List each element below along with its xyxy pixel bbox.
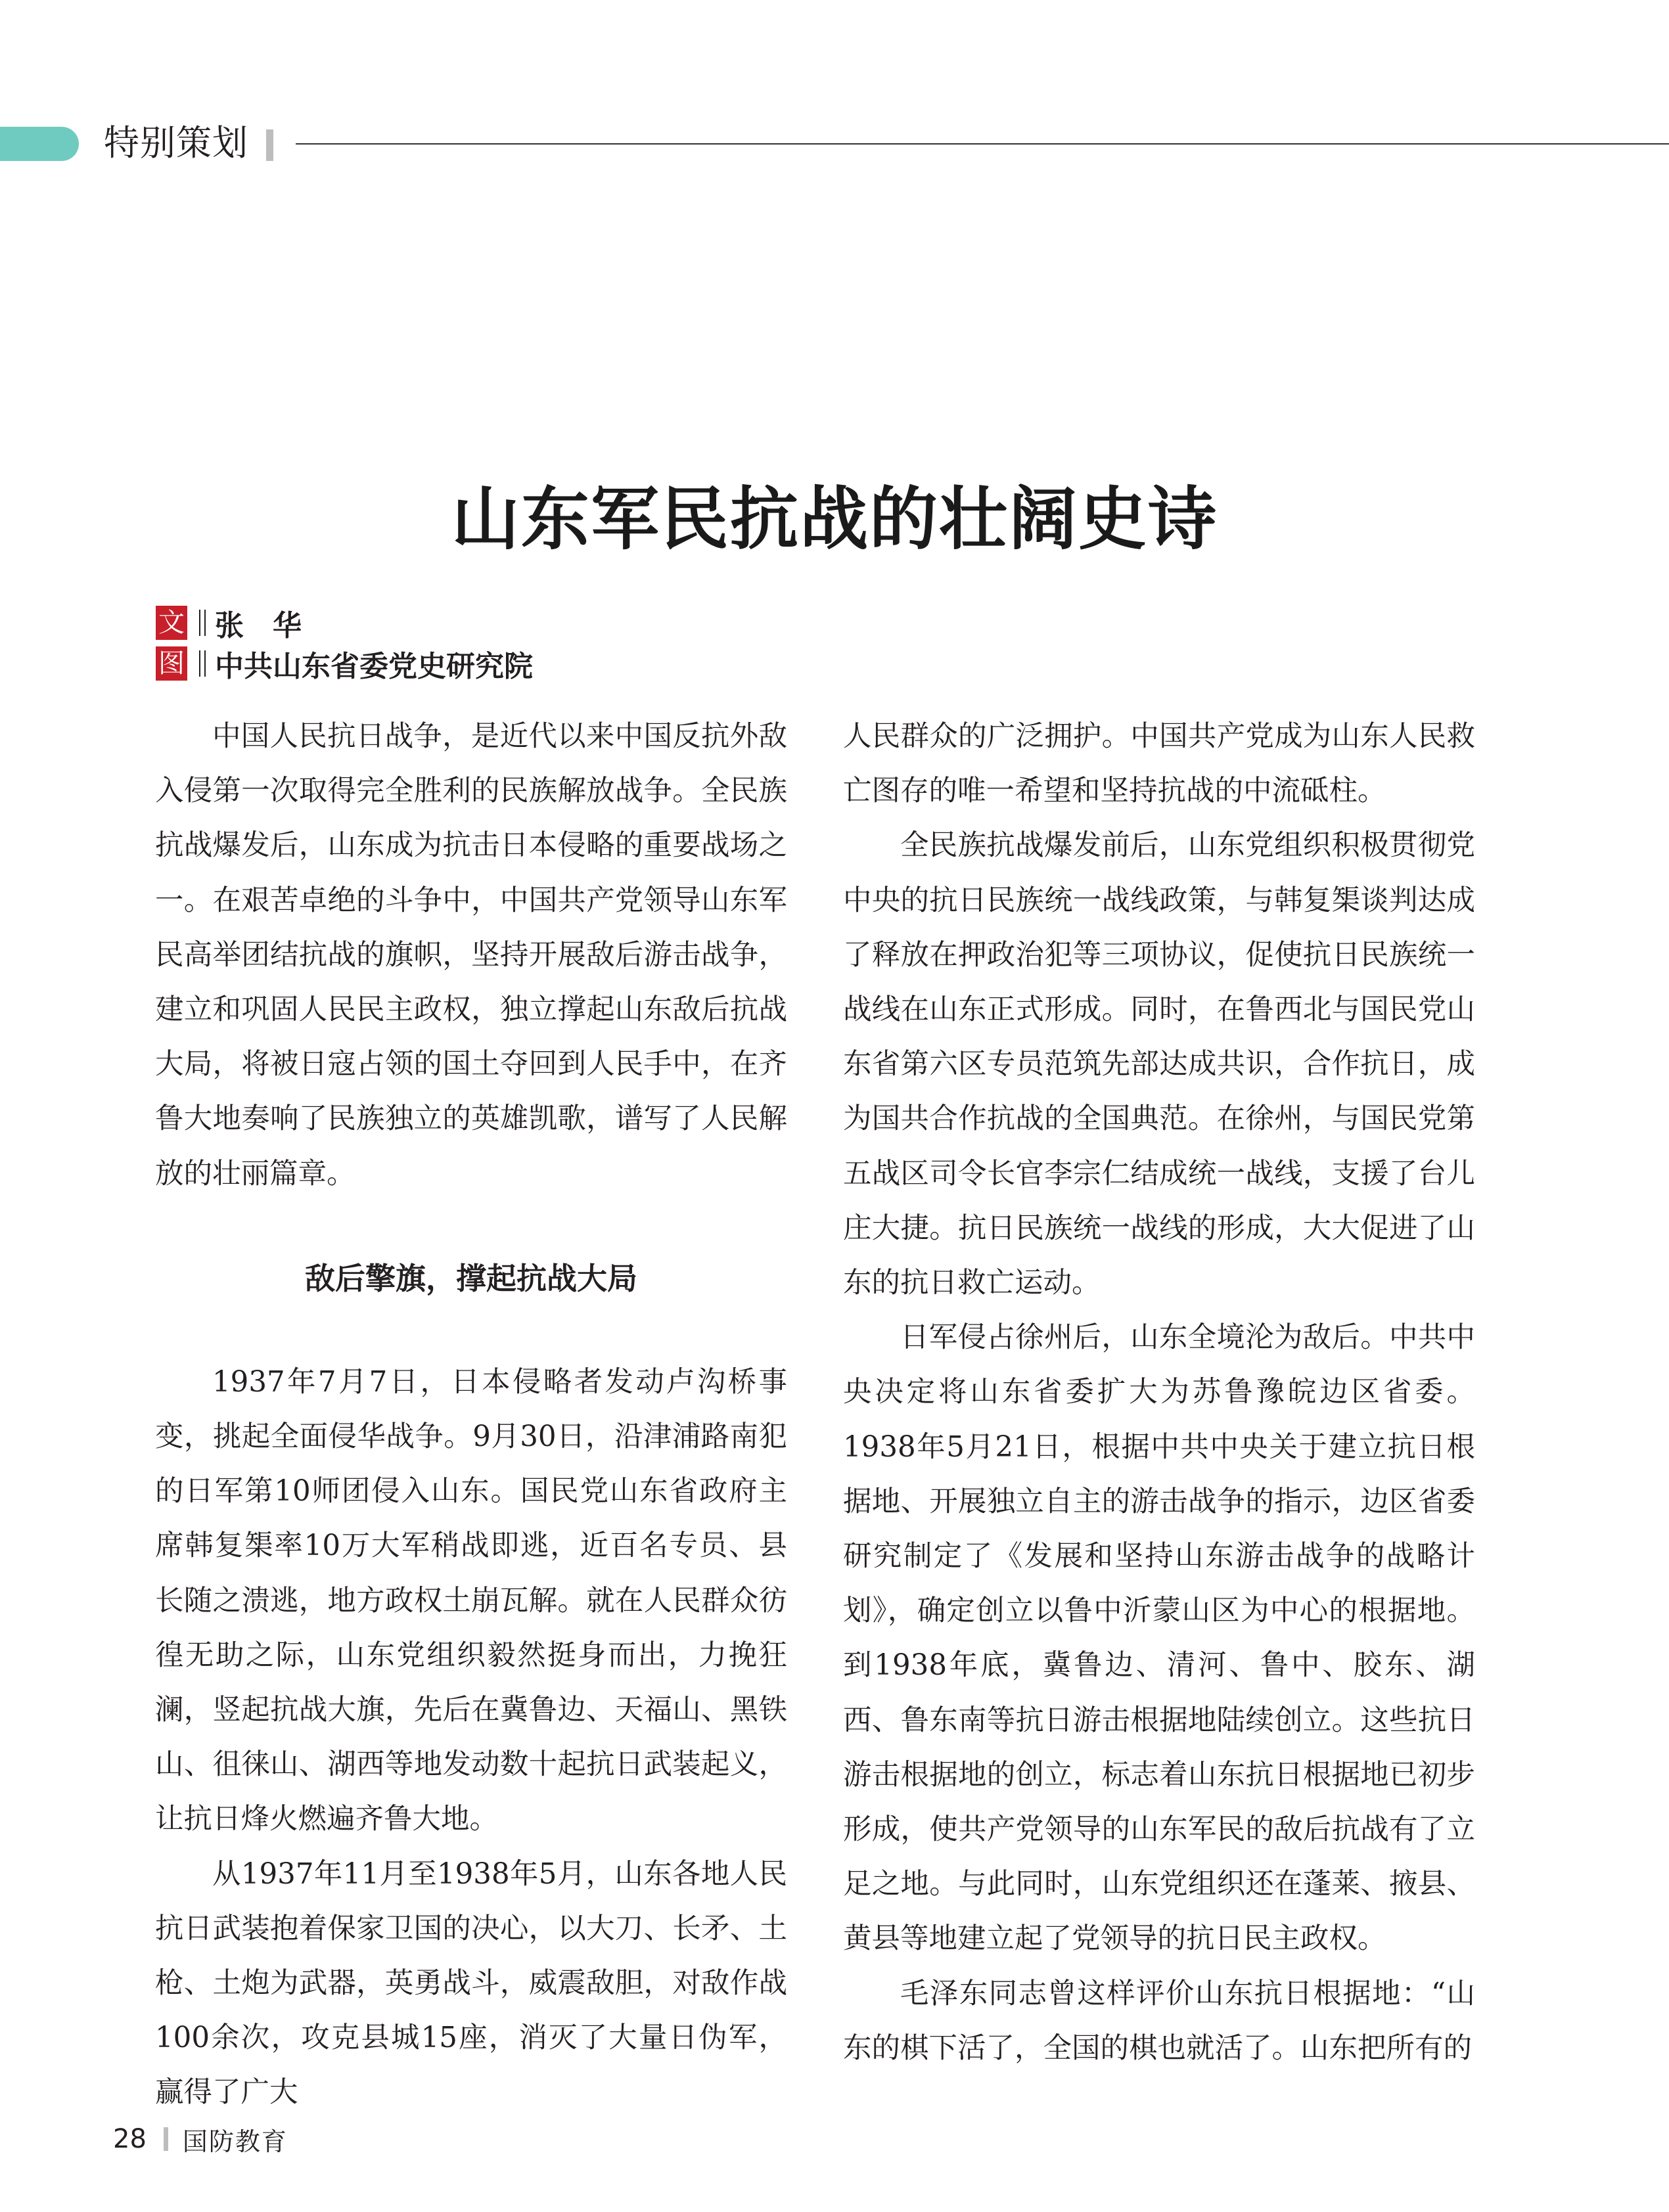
body-paragraph: 1937年7月7日，日本侵略者发动卢沟桥事变，挑起全面侵华战争。9月30日，沿津浦路南犯的日军第10师团侵入山东。国民党山东省政府主席韩复榘率10万大军稍战即逃，近百名专员、县长随之溃逃，地方政权土崩瓦解。就在人民群众彷徨无助之际，山东党组织毅然挺身而出，力挽狂澜，竖起抗战大旗，先后在冀鲁边、天福山、黑铁山、徂徕山、湖西等地发动数十起抗日武装起义，让抗日烽火燃遍齐鲁大地。 [155, 1365, 787, 1836]
image-tag-badge: 图 [156, 646, 187, 681]
left-column [155, 710, 787, 2121]
body-paragraph-continued: 人民群众的广泛拥护。中国共产党成为山东人民救亡图存的唯一希望和坚持抗战的中流砥柱。 [843, 720, 1475, 808]
byline-image-row [156, 646, 533, 681]
author-name: 张 华 [215, 609, 302, 643]
double-bar-divider [199, 650, 206, 677]
magazine-name: 国防教育 [182, 2127, 288, 2156]
article-title: 山东军民抗战的壮阔史诗 [451, 478, 1218, 559]
double-bar-divider [199, 610, 206, 636]
body-paragraph: 全民族抗战爆发前后，山东党组织积极贯彻党中央的抗日民族统一战线政策，与韩复榘谈判达成了释放在押政治犯等三项协议，促使抗日民族统一战线在山东正式形成。同时，在鲁西北与国民党山东省第六区专员范筑先部达成共识，合作抗日，成为国共合作抗战的全国典范。在徐州，与国民党第五战区司令长官李宗仁结成统一战线，支援了台儿庄大捷。抗日民族统一战线的形成，大大促进了山东的抗日救亡运动。 [843, 829, 1475, 1300]
body-paragraph: 日军侵占徐州后，山东全境沦为敌后。中共中央决定将山东省委扩大为苏鲁豫皖边区省委。1938年5月21日，根据中共中央关于建立抗日根据地、开展独立自主的游击战争的指示，边区省委研究制定了《发展和坚持山东游击战争的战略计划》，确定创立以鲁中沂蒙山区为中心的根据地。到1938年底，冀鲁边、清河、鲁中、胶东、湖西、鲁东南等抗日游击根据地陆续创立。这些抗日游击根据地的创立，标志着山东抗日根据地已初步形成，使共产党领导的山东军民的敌后抗战有了立足之地。与此同时，山东党组织还在蓬莱、掖县、黄县等地建立起了党领导的抗日民主政权。 [843, 1321, 1475, 1956]
right-column [843, 710, 1475, 2076]
body-paragraph: 毛泽东同志曾这样评价山东抗日根据地：“山东的棋下活了，全国的棋也就活了。山东把所有的 [843, 1977, 1475, 2065]
section-label: 特别策划 [104, 122, 248, 164]
section-accent-pill [0, 127, 79, 161]
header-rule [296, 143, 1669, 145]
text-tag-badge: 文 [156, 606, 187, 640]
page-number: 28 [113, 2124, 147, 2154]
body-paragraph: 从1937年11月至1938年5月，山东各地人民抗日武装抱着保家卫国的决心，以大刀、长矛、土枪、土炮为武器，英勇战斗，威震敌胆，对敌作战100余次，攻克县城15座，消灭了大量日伪军，赢得了广大 [155, 1857, 787, 2110]
section-label-divider [266, 129, 273, 161]
byline-author-row [156, 606, 302, 643]
footer-divider [164, 2127, 168, 2151]
page-footer [113, 2121, 288, 2157]
intro-paragraph: 中国人民抗日战争，是近代以来中国反抗外敌入侵第一次取得完全胜利的民族解放战争。全民族抗战爆发后，山东成为抗击日本侵略的重要战场之一。在艰苦卓绝的斗争中，中国共产党领导山东军民高举团结抗战的旗帜，坚持开展敌后游击战争，建立和巩固人民民主政权，独立撑起山东敌后抗战大局，将被日寇占领的国土夺回到人民手中，在齐鲁大地奏响了民族独立的英雄凯歌，谱写了人民解放的壮丽篇章。 [155, 720, 787, 1190]
image-credit: 中共山东省委党史研究院 [215, 650, 533, 683]
section-subheading: 敌后擎旗，撑起抗战大局 [305, 1260, 637, 1296]
